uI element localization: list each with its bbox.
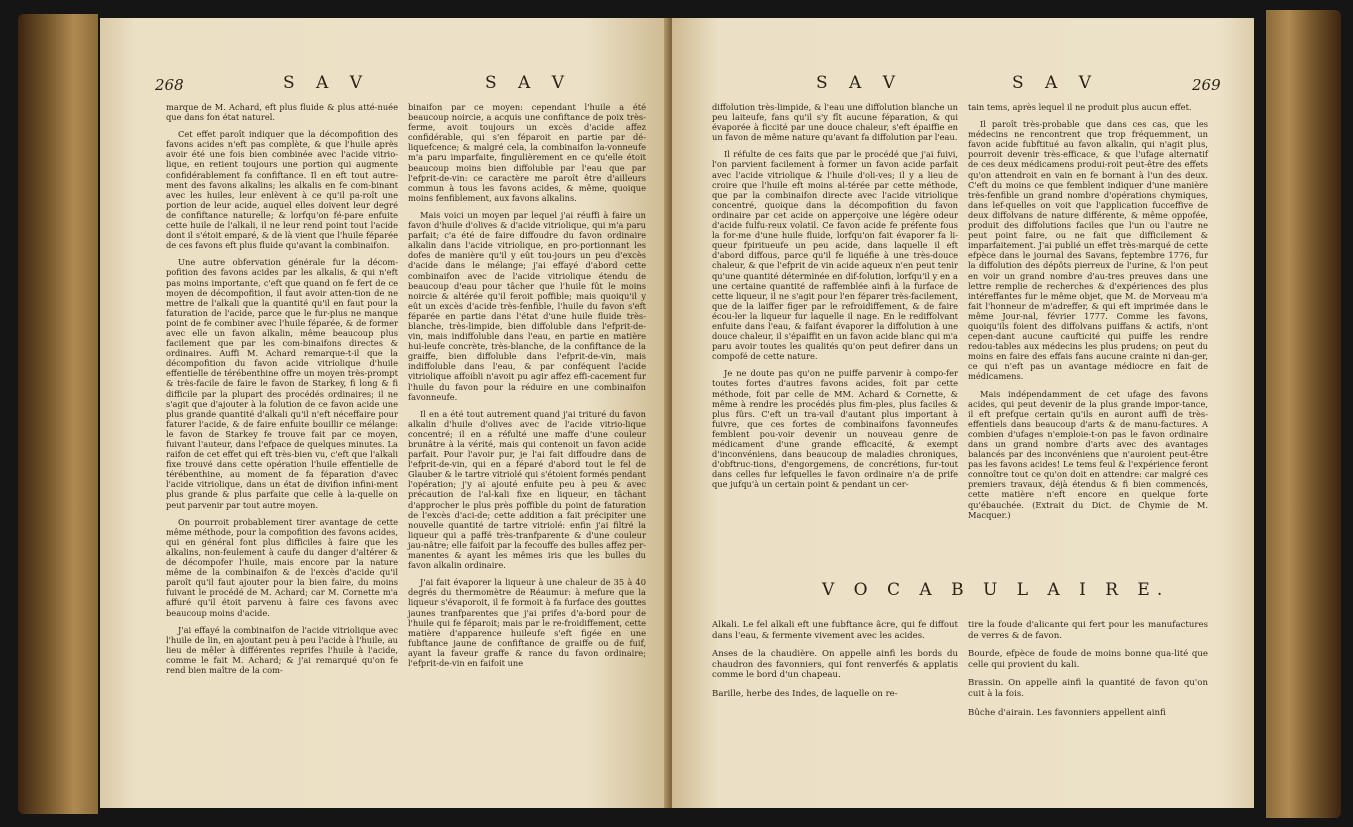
vocabulary-entry: Bûche d'airain. Les favonniers appellent ainfi: [968, 707, 1166, 718]
paragraph: tain tems, après lequel il ne produit plus aucun effet.: [968, 102, 1192, 112]
running-header: S A V: [283, 73, 371, 93]
book-cover-right: [1266, 10, 1341, 818]
text-column-2: [408, 102, 646, 675]
paragraph: Il réfulte de ces faits que par le procédé que j'ai fuivi, l'on parvient facilement à former un favon acide parfait avec l'acide vitriolique & l'huile d'oli-ves; il y a lieu de croire que l'huile eft moins al-térée par cette méthode, que par la combinaifon directe avec l'acide vitriolique concentré, quoique dans la décompofition du favon ordinaire par cet acide on apperçoive une légère odeur d'acide fulfu-reux volatil. Ce favon acide fe préfente fous la for-me d'une huile fluide, lorfqu'on fait évaporer fa li-queur fpiritueufe un peu acide, dans laquelle il eft d'abord diffous, parce qu'il fe liquéfie à une très-douce chaleur, & que l'efprit de vin acide aqueux n'en peut tenir qu'une quantité déterminée en dif-folution, lorfqu'il y en a une certaine quantité de raffemblée ainfi à la furface de cette liqueur, il ne s'agit pour l'en féparer très-facilement, que de la laiffer figer par le refroidiffement, & de faire écou-ler la liqueur fur laquelle il nage. En le rediffolvant enfuite dans l'eau, & faifant évaporer la diffolution à une douce chaleur, il s'épaiffit en un favon acide blanc qui m'a paru avoir toutes les qualités qu'on peut defirer dans un compofé de cette nature.: [712, 149, 958, 362]
paragraph: Mais voici un moyen par lequel j'ai réuffi à faire un favon d'huile d'olives & d'acide vitriolique, qui m'a paru parfait; c'a été de faire diffoudre du favon ordinaire alkalin dans l'acide vitriolique, en pro-portionnant les dofes de manière qu'il y eût tou-jours un peu d'excès d'acide dans le mélange; j'ai effayé d'abord cette combinaifon avec de l'acide vitriolique étendu de beaucoup d'eau pour tâcher que l'huile fût le moins noircie & altérée qu'il feroit poffible; mais quoiqu'il y eût un excès d'acide très-fenfible, l'huile du favon s'eft féparée en partie dans l'état d'une huile fluide très-blanche, très-limpide, bien diffoluble dans l'efprit-de-vin, mais indiffoluble dans l'eau, en partie en matière hui-leufe concrète, très-blanche, de la confiftance de la graiffe, bien diffoluble dans l'efprit-de-vin, mais indiffoluble dans l'eau, & par conféquent l'acide vitriolique affoibli n'avoit pu agir affez effi-cacement fur l'huile du favon pour la réduire en une combinaifon favonneufe.: [408, 209, 646, 402]
running-header: S A V: [1012, 73, 1100, 93]
paragraph: Mais indépendamment de cet ufage des favons acides, qui peut devenir de la plus grande impor-tance, il eft prefque certain qu'ils en auront auffi de très-effentiels dans beaucoup d'arts & de manu-factures. A combien d'ufages n'emploie-t-on pas le favon ordinaire dans un grand nombre d'arts avec des avantages balancés par des inconvéniens que n'auroient peut-être pas les favons acides! Le tems feul & l'expérience feront connoître tout ce qu'on doit en attendre: car malgré ces premiers travaux, déjà étendus & fi bien commencés, cette matière n'eft encore en quelque forte qu'ébauchée. (Extrait du Dict. de Chymie de M. Macquer.): [968, 388, 1208, 520]
paragraph: diffolution très-limpide, & l'eau une diffolution blanche un peu laiteufe, fans qu'il s'y fît aucune féparation, & qui évaporée à ficcité par une douce chaleur, s'eft épaiffie en un favon de même nature qu'avant fa diffolution par l'eau.: [712, 102, 958, 143]
vocabulary-entry: Bourde, efpèce de foude de moins bonne qua-lité que celle qui provient du kali.: [968, 649, 1208, 670]
paragraph: On pourroit probablement tirer avantage de cette même méthode, pour la compofition des favons acides, qui en général font plus difficiles à faire que les alkalins, non-feulement à caufe du danger d'altérer & de décompofer l'huile, mais encore par la nature même de la combinaifon & de l'excès d'acide qu'il paroît qu'il faut ajouter pour la bien faire, du moins fuivant le procédé de M. Achard; car M. Cornette m'a affuré qu'il étoit parvenu à faire ces favons avec beaucoup moins d'acide.: [166, 516, 398, 618]
paragraph: Je ne doute pas qu'on ne puiffe parvenir à compo-fer toutes fortes d'autres favons acides, foit par cette méthode, foit par celle de MM. Achard & Cornette, & même à rendre les procédés plus fim-ples, plus faciles & plus fûrs. C'eft un tra-vail d'autant plus important à fuivre, que ces fortes de combinaifons favonneufes femblent pou-voir devenir un nouveau genre de médicament d'une grande efficacité, & exempt d'inconvéniens, dans beaucoup de maladies chroniques, d'obftruc-tions, d'engorgemens, de concrétions, fur-tout dans celles fur lefquelles le favon ordinaire n'a de prife que jufqu'à un certain point & pendant un cer-: [712, 368, 958, 490]
vocabulaire-heading: V O C A B U L A I R E.: [822, 580, 1170, 600]
book-cover-left: [18, 14, 98, 814]
paragraph: Il en a été tout autrement quand j'ai trituré du favon alkalin d'huile d'olives avec de l'acide vitrio-lique concentré; il en a réfulté une maffe d'une couleur brunâtre à la vérité, mais qui contenoit un favon acide parfait. Pour l'avoir pur, je l'ai fait diffoudre dans de l'efprit-de-vin, qui en a féparé d'abord tout le fel de Glauber & le tartre vitriolé qui s'étoient formés pendant l'opération; j'y ai ajouté enfuite peu à peu & avec précaution de l'al-kali fixe en liqueur, en tâchant d'approcher le plus près poffible du point de faturation de l'excès d'aci-de; cette addition a fait précipiter une nouvelle quantité de tartre vitriolé: enfin j'ai filtré la liqueur qui a paffé très-tranfparente & d'une couleur jau-nâtre; elle faifoit par la fecouffe des bulles affez per-manentes & ayant les mêmes iris que les bulles du favon alkalin ordinaire.: [408, 408, 646, 571]
running-header: S A V: [485, 73, 573, 93]
vocabulary-entry: Alkali. Le fel alkali eft une fubftance âcre, qui fe diffout dans l'eau, & fermente vivement avec les acides.: [712, 620, 958, 641]
text-column-2: [968, 102, 1208, 527]
page-number: 269: [1192, 76, 1221, 94]
paragraph: marque de M. Achard, eft plus fluide & plus atté-nuée que dans fon état naturel.: [166, 102, 398, 123]
paragraph: Une autre obfervation générale fur la décom-pofition des favons acides par les alkalis, & qui n'eft pas moins importante, c'eft que quand on fe fert de ce moyen de décompofition, il faut avoir atten-tion de ne mettre de l'alkali que la quantité qu'il en faut pour la faturation de l'acide, parce que le fur-plus ne manque point de fe combiner avec l'huile féparée, & de former avec elle un favon alkalin, même beaucoup plus facilement que par les com-binaifons directes & ordinaires. Auffi M. Achard remarque-t-il que la décompofition du favon acide vitriolique d'huile effentielle de térébenthine offre un moyen très-prompt & très-facile de faire le favon de Starkey, fi long & fi difficile par la plupart des procédés ordinaires; il ne s'agit que d'ajouter à la folution de ce favon acide une plus grande quantité d'alkali qu'il n'eft néceffaire pour faturer l'acide, & de faire enfuite bouillir ce mélange: le favon de Starkey fe trouve fait par ce moyen, fuivant l'auteur, dans l'efpace de quelques minutes. La raifon de cet effet qui eft très-bien vu, c'eft que l'alkali fixe trouvé dans cette opération l'huile effentielle de térébenthine, au moment de fa féparation d'avec l'acide vitriolique, dans un état de divifion infini-ment plus grande & plus parfaite que celle à la-quelle on peut parvenir par tout autre moyen.: [166, 257, 398, 510]
paragraph: J'ai effayé la combinaifon de l'acide vitriolique avec l'huile de lin, en ajoutant peu à peu l'acide à l'huile, au lieu de mêler à différentes reprifes l'huile à l'acide, comme le fait M. Achard; & j'ai remarqué qu'on fe rend bien maître de la com-: [166, 624, 398, 675]
vocabulary-entry: Anses de la chaudière. On appelle ainfi les bords du chaudron des favonniers, qui font renverfés & applatis comme le bord d'un chapeau.: [712, 649, 958, 681]
text-column-1: [166, 102, 398, 682]
vocabulary-entry: tire la foude d'alicante qui fert pour les manufactures de verres & de favon.: [968, 620, 1208, 641]
paragraph: Cet effet paroît indiquer que la décompofition des favons acides n'eft pas complète, & que l'huile après avoir été une fois bien combinée avec l'acide vitrio-lique, en retient toujours une portion qui augmente confidérablement fa confiftance. Il en eft tout autre-ment des favons alkalins; les alkalis en fe com-binant avec les huiles, leur enlèvent à ce qu'il pa-roît une portion de leur acide, auquel elles doivent leur degré de confiftance naturelle; & lorfqu'on fé-pare enfuite cette huile de l'alkali, il ne leur rend point tout l'acide dont il s'étoit emparé, & de là vient que l'huile féparée de ces favons eft plus fluide qu'avant la combinaifon.: [166, 129, 398, 251]
left-page: [100, 18, 670, 808]
paragraph: Il paroît très-probable que dans ces cas, que les médecins ne rencontrent que trop fréquemment, un favon acide fubftitué au favon alkalin, qui n'agit plus, pourroit devenir très-efficace, & que l'ufage alternatif de ces deux médicamens produi-roit peut-être des effets qu'on attendroit en vain en fe bornant à l'un des deux. C'eft du moins ce que femblent indiquer d'une manière très-fenfible un grand nombre d'opérations chymiques, dans lef-quelles on voit que l'application fucceffive de deux diffolvans de nature différente, & même oppofée, produit des diffolutions faciles que l'un ou l'autre ne peut point faire, ou ne fait que difficilement & imparfaitement. J'ai publié un effet très-marqué de cette efpèce dans le journal des Savans, feptembre 1776, fur la diffolution des dépôts pierreux de l'urine, & l'on peut en voir un grand nombre d'au-tres preuves dans une lettre remplie de recherches & d'expériences des plus intéreffantes fur le même objet, que M. de Morveau m'a fait l'honneur de m'adreffer, & qui eft imprimée dans le même Jour-nal, février 1777. Comme les favons, quoiqu'ils foient des diffolvans puiffans & actifs, n'ont cepen-dant aucune caufticité qui puiffe les rendre redou-tables aux médecins les plus prudens; on peut du moins en faire des effais fans aucune crainte ni dan-ger, ce qui n'eft pas un avantage médiocre en fait de médicamens.: [968, 119, 1208, 382]
paragraph: J'ai fait évaporer la liqueur à une chaleur de 35 à 40 degrés du thermomètre de Réaumur: à mefure que la liqueur s'évaporoit, il fe formoit à fa furface des gouttes jaunes tranfparentes que j'ai prifes d'a-bord pour de l'huile qui fe féparoit; mais par le re-froidiffement, cette matière d'apparence huileufe s'eft figée en une fubftance jaune de confiftance de graiffe ou de fuif, ayant la faveur graffe & rance du favon ordinaire; l'efprit-de-vin en faifoit une: [408, 577, 646, 668]
text-column-1: [712, 102, 958, 496]
page-number: 268: [155, 76, 184, 94]
right-page: [672, 18, 1254, 808]
running-header: S A V: [816, 73, 904, 93]
paragraph: binaifon par ce moyen: cependant l'huile a été beaucoup noircie, a acquis une confiftance de poix très-ferme, avoit toujours un excès d'acide affez confidérable, qui s'en féparoit en partie par dé-liquefcence; & malgré cela, la combinaifon la-vonneufe m'a paru imparfaite, fingulièrement en ce qu'elle étoit beaucoup moins bien diffoluble par l'eau que par l'efprit-de-vin: ce caractère me paroît être d'ailleurs commun à tous les favons acides, & même, quoique moins fenfiblement, aux favons alkalins.: [408, 102, 646, 203]
vocabulary-column-1: [712, 620, 958, 708]
vocabulary-column-2: [968, 620, 1208, 726]
vocabulary-entry: Brassin. On appelle ainfi la quantité de favon qu'on cuit à la fois.: [968, 678, 1208, 699]
vocabulary-entry: Barille, herbe des Indes, de laquelle on re-: [712, 688, 898, 699]
